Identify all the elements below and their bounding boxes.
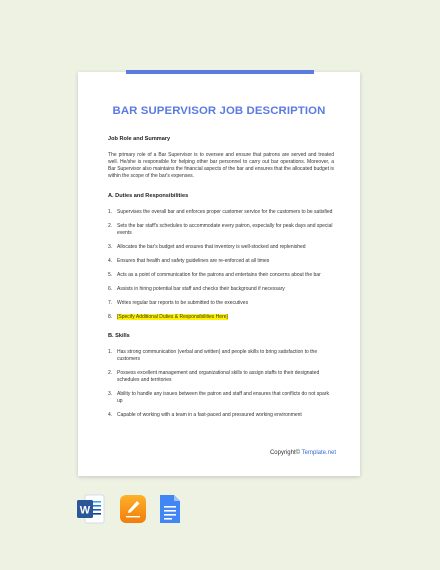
item-text: Writes regular bar reports to be submitted to the executives [117, 300, 249, 306]
item-number: 8. [108, 314, 113, 320]
item-number: 3. [108, 391, 113, 397]
item-number: 3. [108, 244, 113, 250]
item-number: 2. [108, 223, 113, 229]
item-text: Sets the bar staff's schedules to accommodate every patron, especially for peak days and special events [117, 223, 333, 236]
item-number: 1. [108, 349, 113, 355]
list-item [108, 258, 334, 265]
skills-list [108, 349, 334, 419]
item-number: 7. [108, 300, 113, 306]
list-item [108, 370, 334, 384]
skills-heading: B. Skills [108, 333, 130, 339]
pages-icon[interactable] [118, 493, 148, 525]
item-text: Possess excellent management and organizational skills to assign staffs to their designated schedules and territories [117, 370, 320, 383]
copyright-symbol: © [295, 450, 301, 456]
placeholder-highlight: [Specify Additional Duties & Responsibilities Here] [117, 314, 228, 320]
role-heading: Job Role and Summary [108, 136, 171, 142]
duties-heading: A. Duties and Responsibilities [108, 193, 189, 199]
copyright-footer [270, 450, 336, 456]
item-number: 2. [108, 370, 113, 376]
item-text: Assists in hiring potential bar staff and checks their background if necessary [117, 286, 285, 292]
list-item [108, 349, 334, 363]
document-page [78, 72, 360, 476]
document-content [108, 136, 334, 426]
item-number: 4. [108, 412, 113, 418]
summary-paragraph: The primary role of a Bar Supervisor is to oversee and ensure that patrons are served and treated well. He/she is responsible for helping other bar personnel to carry out bar operations. Moreover, a Bar Supervisor also maintains the financial aspects of the bar and ensures that the allocated budget is within the scope of the bar's expenses. [108, 152, 334, 179]
item-number: 1. [108, 209, 113, 215]
item-text: Has strong communication (verbal and written) and people skills to bring satisfaction to the customers [117, 349, 318, 362]
accent-bar [126, 70, 314, 74]
list-item [108, 300, 334, 307]
google-docs-icon[interactable] [158, 493, 182, 525]
item-number: 4. [108, 258, 113, 264]
list-item [108, 412, 334, 419]
list-item [108, 272, 334, 279]
item-text: Supervises the overall bar and enforces proper customer service for the customers to be satisfied [117, 209, 333, 215]
duties-list [108, 209, 334, 321]
list-item [108, 244, 334, 251]
item-text: Capable of working with a team in a fast-paced and pressured working environment [117, 412, 302, 418]
item-number: 6. [108, 286, 113, 292]
item-text: Acts as a point of communication for the patrons and entertains their concerns about the bar [117, 272, 321, 278]
item-text: Ability to handle any issues between the patron and staff and ensures that conflicts do not spark up [117, 391, 329, 404]
item-number: 5. [108, 272, 113, 278]
list-item [108, 286, 334, 293]
item-text: Allocates the bar's budget and ensures that inventory is well-stocked and replenished [117, 244, 306, 250]
word-icon[interactable] [76, 493, 106, 525]
item-text: Ensures that health and safety guidelines are re-enforced at all times [117, 258, 270, 264]
brand-link[interactable]: Template.net [301, 450, 336, 456]
list-item [108, 391, 334, 405]
list-item [108, 209, 334, 216]
document-title: BAR SUPERVISOR JOB DESCRIPTION [112, 105, 326, 117]
list-item [108, 314, 334, 321]
copyright-text: Copyright [269, 450, 296, 456]
list-item [108, 223, 334, 237]
svg-text:W: W [79, 504, 91, 517]
